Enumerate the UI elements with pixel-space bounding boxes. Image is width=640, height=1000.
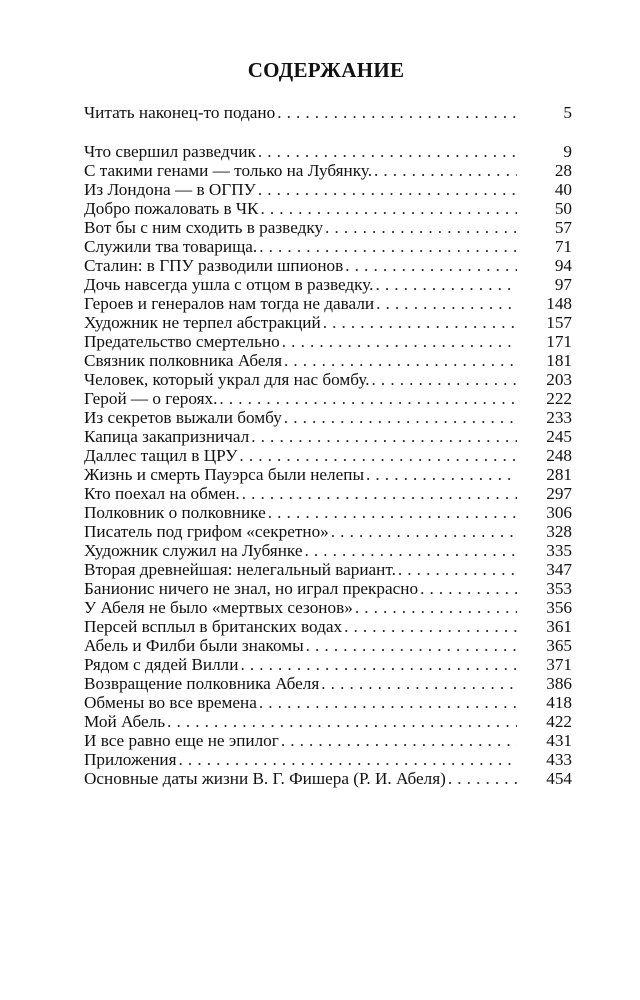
toc-entry-page-number: 28 xyxy=(524,161,572,180)
toc-entry xyxy=(84,408,572,427)
toc-entry-title: Рядом с дядей Вилли xyxy=(84,655,239,674)
toc-entry xyxy=(84,294,572,313)
toc-entry-leader xyxy=(84,351,572,370)
toc-entry-leader xyxy=(84,693,572,712)
toc-entry xyxy=(84,750,572,769)
toc-entry-title: Даллес тащил в ЦРУ xyxy=(84,446,238,465)
toc-entry xyxy=(84,769,572,788)
dot-leader xyxy=(376,294,517,313)
toc-entry xyxy=(84,427,572,446)
toc-entry-title: Обмены во все времена xyxy=(84,693,257,712)
toc-entry xyxy=(84,446,572,465)
dot-leader xyxy=(258,142,517,161)
toc-entry-page-number: 306 xyxy=(524,503,572,522)
toc-entry-leader xyxy=(84,161,572,180)
toc-entry xyxy=(84,579,572,598)
toc-entry-leader xyxy=(84,731,572,750)
toc-entry-page-number: 328 xyxy=(524,522,572,541)
toc-entry xyxy=(84,712,572,731)
dot-leader xyxy=(284,408,517,427)
toc-entry-page-number: 181 xyxy=(524,351,572,370)
toc-entry-leader xyxy=(84,465,572,484)
toc-entry xyxy=(84,484,572,503)
dot-leader xyxy=(277,103,517,122)
toc-entry-page-number: 353 xyxy=(524,579,572,598)
toc-entry-page-number: 248 xyxy=(524,446,572,465)
toc-entry-title: Герой — о героях. xyxy=(84,389,218,408)
toc-entry-title: И все равно еще не эпилог xyxy=(84,731,279,750)
toc-entry-leader xyxy=(84,560,572,579)
toc-entry-title: С такими генами — только на Лубянку. xyxy=(84,161,373,180)
toc-entry-page-number: 454 xyxy=(524,769,572,788)
toc-entry-title: Художник служил на Лубянке xyxy=(84,541,303,560)
toc-entry-page-number: 418 xyxy=(524,693,572,712)
toc-entry-page-number: 171 xyxy=(524,332,572,351)
toc-entry-leader xyxy=(84,522,572,541)
dot-leader xyxy=(219,389,517,408)
toc-entry-title: Добро пожаловать в ЧК xyxy=(84,199,259,218)
dot-leader xyxy=(268,503,517,522)
toc-entry-leader xyxy=(84,142,572,161)
toc-entry xyxy=(84,731,572,750)
dot-leader xyxy=(420,579,517,598)
dot-leader xyxy=(323,313,517,332)
toc-entry-leader xyxy=(84,180,572,199)
dot-leader xyxy=(366,465,517,484)
toc-entry-title: Дочь навсегда ушла с отцом в разведку. xyxy=(84,275,374,294)
toc-entry-leader xyxy=(84,750,572,769)
toc-entry-title: Персей всплыл в британских водах xyxy=(84,617,343,636)
toc-entry xyxy=(84,237,572,256)
toc-entry-leader xyxy=(84,636,572,655)
toc-entry xyxy=(84,313,572,332)
toc-entry xyxy=(84,256,572,275)
toc-entry-page-number: 371 xyxy=(524,655,572,674)
dot-leader xyxy=(448,769,517,788)
toc-entry-leader xyxy=(84,103,572,122)
toc-entry-page-number: 335 xyxy=(524,541,572,560)
toc-entry xyxy=(84,389,572,408)
toc-entry-page-number: 297 xyxy=(524,484,572,503)
toc-entry-leader xyxy=(84,674,572,693)
toc-entry-page-number: 281 xyxy=(524,465,572,484)
dot-leader xyxy=(304,541,517,560)
toc-entry-page-number: 356 xyxy=(524,598,572,617)
dot-leader xyxy=(344,617,517,636)
toc-entry-leader xyxy=(84,370,572,389)
toc-entry-page-number: 365 xyxy=(524,636,572,655)
toc-entry-title: Героев и генералов нам тогда не давали xyxy=(84,294,375,313)
toc-entry xyxy=(84,161,572,180)
dot-leader xyxy=(372,370,517,389)
toc-entry-title: Человек, который украл для нас бомбу. xyxy=(84,370,370,389)
dot-leader xyxy=(345,256,517,275)
toc-entry-page-number: 71 xyxy=(524,237,572,256)
toc-entry-page-number: 203 xyxy=(524,370,572,389)
toc-entry-page-number: 157 xyxy=(524,313,572,332)
toc-entry-leader xyxy=(84,313,572,332)
toc-entry xyxy=(84,674,572,693)
toc-entry-page-number: 40 xyxy=(524,180,572,199)
toc-entry-page-number: 431 xyxy=(524,731,572,750)
dot-leader xyxy=(259,237,517,256)
dot-leader xyxy=(306,636,517,655)
toc-entry-leader xyxy=(84,199,572,218)
toc-entry-leader xyxy=(84,408,572,427)
toc-entry-page-number: 222 xyxy=(524,389,572,408)
toc-entry-page-number: 361 xyxy=(524,617,572,636)
toc-chapters-section xyxy=(84,142,572,750)
toc-entry xyxy=(84,332,572,351)
toc-entry xyxy=(84,103,572,122)
toc-entry-title: У Абеля не было «мертвых сезонов» xyxy=(84,598,353,617)
toc-entry-leader xyxy=(84,579,572,598)
toc-entry-title: Капица закапризничал xyxy=(84,427,250,446)
toc-entry-title: Возвращение полковника Абеля xyxy=(84,674,320,693)
toc-entry-title: Что свершил разведчик xyxy=(84,142,256,161)
toc-entry xyxy=(84,199,572,218)
toc-entry-leader xyxy=(84,617,572,636)
toc-entry xyxy=(84,560,572,579)
dot-leader xyxy=(240,655,517,674)
toc-entry-page-number: 148 xyxy=(524,294,572,313)
toc-entry-leader xyxy=(84,389,572,408)
dot-leader xyxy=(259,693,517,712)
dot-leader xyxy=(325,218,517,237)
dot-leader xyxy=(331,522,517,541)
dot-leader xyxy=(282,332,517,351)
dot-leader xyxy=(321,674,517,693)
toc-entry-title: Из Лондона — в ОГПУ xyxy=(84,180,256,199)
toc-entry-leader xyxy=(84,332,572,351)
toc-entry-leader xyxy=(84,218,572,237)
toc-entry-page-number: 245 xyxy=(524,427,572,446)
toc-entry-title: Полковник о полковнике xyxy=(84,503,266,522)
toc-entry xyxy=(84,541,572,560)
toc-entry xyxy=(84,218,572,237)
toc-entry-leader xyxy=(84,541,572,560)
toc-entry-leader xyxy=(84,256,572,275)
toc-entry-leader xyxy=(84,427,572,446)
toc-entry-leader xyxy=(84,503,572,522)
toc-entry xyxy=(84,370,572,389)
toc-entry-title: Служили тва товарища. xyxy=(84,237,258,256)
dot-leader xyxy=(355,598,517,617)
toc-entry xyxy=(84,275,572,294)
dot-leader xyxy=(374,161,517,180)
dot-leader xyxy=(261,199,517,218)
toc-entry-title: Основные даты жизни В. Г. Фишера (Р. И. Абеля) xyxy=(84,769,446,788)
toc-entry-leader xyxy=(84,275,572,294)
toc-entry xyxy=(84,693,572,712)
dot-leader xyxy=(251,427,517,446)
toc-entry-title: Жизнь и смерть Пауэрса были нелепы xyxy=(84,465,365,484)
toc-entry xyxy=(84,522,572,541)
toc-entry-title: Художник не терпел абстракций xyxy=(84,313,321,332)
toc-entry xyxy=(84,465,572,484)
toc-entry-title: Предательство смертельно xyxy=(84,332,280,351)
toc-entry-page-number: 50 xyxy=(524,199,572,218)
toc-entry xyxy=(84,180,572,199)
toc-entry-page-number: 347 xyxy=(524,560,572,579)
toc-entry-leader xyxy=(84,294,572,313)
dot-leader xyxy=(179,750,517,769)
toc-entry-page-number: 94 xyxy=(524,256,572,275)
toc-entry-title: Связник полковника Абеля xyxy=(84,351,282,370)
toc-entry-title: Приложения xyxy=(84,750,177,769)
toc-entry-title: Мой Абель xyxy=(84,712,166,731)
toc-entry-title: Вот бы с ним сходить в разведку xyxy=(84,218,324,237)
toc-entry-leader xyxy=(84,237,572,256)
toc-entry-leader xyxy=(84,655,572,674)
toc-entry xyxy=(84,598,572,617)
toc-entry-leader xyxy=(84,446,572,465)
toc-entry-page-number: 5 xyxy=(524,103,572,122)
toc-entry xyxy=(84,636,572,655)
toc-entry-page-number: 433 xyxy=(524,750,572,769)
toc-entry-title: Писатель под грифом «секретно» xyxy=(84,522,329,541)
toc-appendices-section xyxy=(84,750,572,788)
toc-entry-title: Банионис ничего не знал, но играл прекрасно xyxy=(84,579,419,598)
toc-entry-page-number: 57 xyxy=(524,218,572,237)
toc-entry-leader xyxy=(84,769,572,788)
toc-entry-page-number: 9 xyxy=(524,142,572,161)
page-title: СОДЕРЖАНИЕ xyxy=(247,58,405,82)
toc-entry-page-number: 386 xyxy=(524,674,572,693)
toc-entry xyxy=(84,617,572,636)
toc-entry xyxy=(84,351,572,370)
toc-entry-leader xyxy=(84,598,572,617)
dot-leader xyxy=(258,180,517,199)
toc-entry-title: Абель и Филби были знакомы xyxy=(84,636,304,655)
toc-entry-leader xyxy=(84,484,572,503)
toc-entry xyxy=(84,142,572,161)
toc-intro-section xyxy=(84,103,572,122)
toc-entry-page-number: 422 xyxy=(524,712,572,731)
toc-entry-title: Из секретов выжали бомбу xyxy=(84,408,282,427)
dot-leader xyxy=(284,351,517,370)
dot-leader xyxy=(398,560,517,579)
toc-entry-page-number: 233 xyxy=(524,408,572,427)
toc-entry xyxy=(84,655,572,674)
toc-entry-page-number: 97 xyxy=(524,275,572,294)
dot-leader xyxy=(375,275,517,294)
dot-leader xyxy=(239,446,517,465)
dot-leader xyxy=(242,484,517,503)
toc-entry-title: Вторая древнейшая: нелегальный вариант. xyxy=(84,560,396,579)
toc-entry-title: Сталин: в ГПУ разводили шпионов xyxy=(84,256,344,275)
dot-leader xyxy=(167,712,517,731)
dot-leader xyxy=(281,731,517,750)
toc-entry-title: Кто поехал на обмен. xyxy=(84,484,240,503)
toc-entry-title: Читать наконец-то подано xyxy=(84,103,276,122)
toc-entry xyxy=(84,503,572,522)
toc-entry-leader xyxy=(84,712,572,731)
